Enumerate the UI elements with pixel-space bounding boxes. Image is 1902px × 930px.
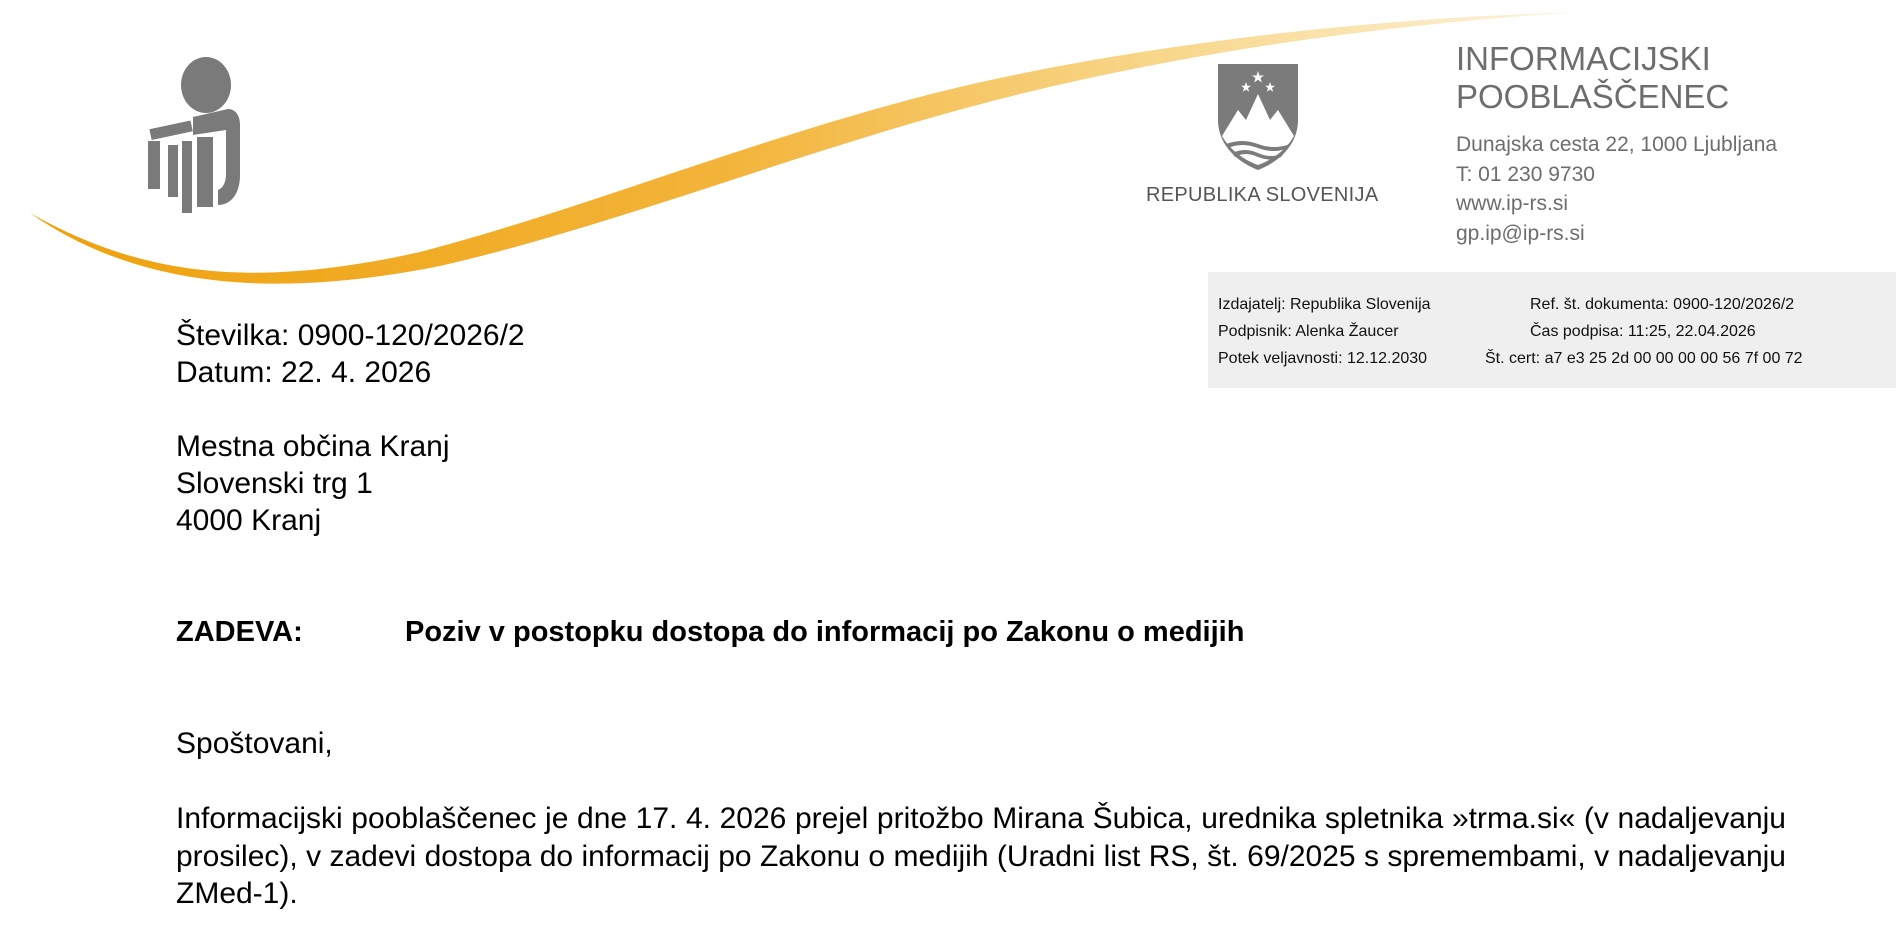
recipient-line: 4000 Kranj bbox=[176, 504, 322, 537]
document-reference bbox=[176, 317, 525, 391]
signature-cert: Št. cert: a7 e3 25 2d 00 00 00 00 56 7f 00 72 bbox=[1485, 350, 1803, 367]
org-name-line2: POOBLAŠČENEC bbox=[1456, 78, 1730, 115]
signature-row bbox=[1208, 350, 1896, 377]
signature-issuer: Izdajatelj: Republika Slovenija bbox=[1218, 296, 1431, 313]
org-name-line1: INFORMACIJSKI bbox=[1456, 40, 1711, 77]
subject-label: ZADEVA: bbox=[176, 616, 303, 648]
recipient-address bbox=[176, 428, 450, 539]
org-address: Dunajska cesta 22, 1000 Ljubljana bbox=[1456, 133, 1778, 156]
subject-text: Poziv v postopku dostopa do informacij po Zakonu o medijih bbox=[405, 616, 1245, 648]
signature-time: Čas podpisa: 11:25, 22.04.2026 bbox=[1530, 323, 1756, 340]
greeting: Spoštovani, bbox=[176, 727, 333, 760]
signature-row bbox=[1208, 296, 1896, 323]
organization-contact bbox=[1456, 130, 1777, 248]
signature-signer: Podpisnik: Alenka Žaucer bbox=[1218, 323, 1399, 340]
document-date: Datum: 22. 4. 2026 bbox=[176, 356, 432, 389]
body-paragraph: Informacijski pooblaščenec je dne 17. 4. 2026 prejel pritožbo Mirana Šubica, urednika spletnika »trma.si« (v nadaljevanju prosilec), v zadevi dostopa do informacij po Zakonu o medijih (Uradni list RS, št. 69/2025 s spremembami, v nadaljevanju ZMed-1). bbox=[176, 802, 1786, 910]
recipient-line: Mestna občina Kranj bbox=[176, 430, 450, 463]
information-commissioner-logo bbox=[140, 55, 250, 215]
coat-caption: REPUBLIKA SLOVENIJA bbox=[1146, 184, 1379, 206]
org-email: gp.ip@ip-rs.si bbox=[1456, 221, 1585, 245]
org-phone: T: 01 230 9730 bbox=[1456, 162, 1595, 186]
subject-line bbox=[176, 616, 1244, 649]
slovenia-coat-of-arms-icon bbox=[1212, 58, 1304, 173]
signature-row bbox=[1208, 323, 1896, 350]
signature-ref: Ref. št. dokumenta: 0900-120/2026/2 bbox=[1530, 296, 1795, 313]
document-number: Številka: 0900-120/2026/2 bbox=[176, 319, 525, 352]
electronic-signature-box bbox=[1208, 272, 1896, 388]
recipient-line: Slovenski trg 1 bbox=[176, 467, 373, 500]
org-web: www.ip-rs.si bbox=[1456, 192, 1569, 215]
organization-name bbox=[1456, 40, 1729, 116]
signature-validity: Potek veljavnosti: 12.12.2030 bbox=[1218, 350, 1428, 367]
